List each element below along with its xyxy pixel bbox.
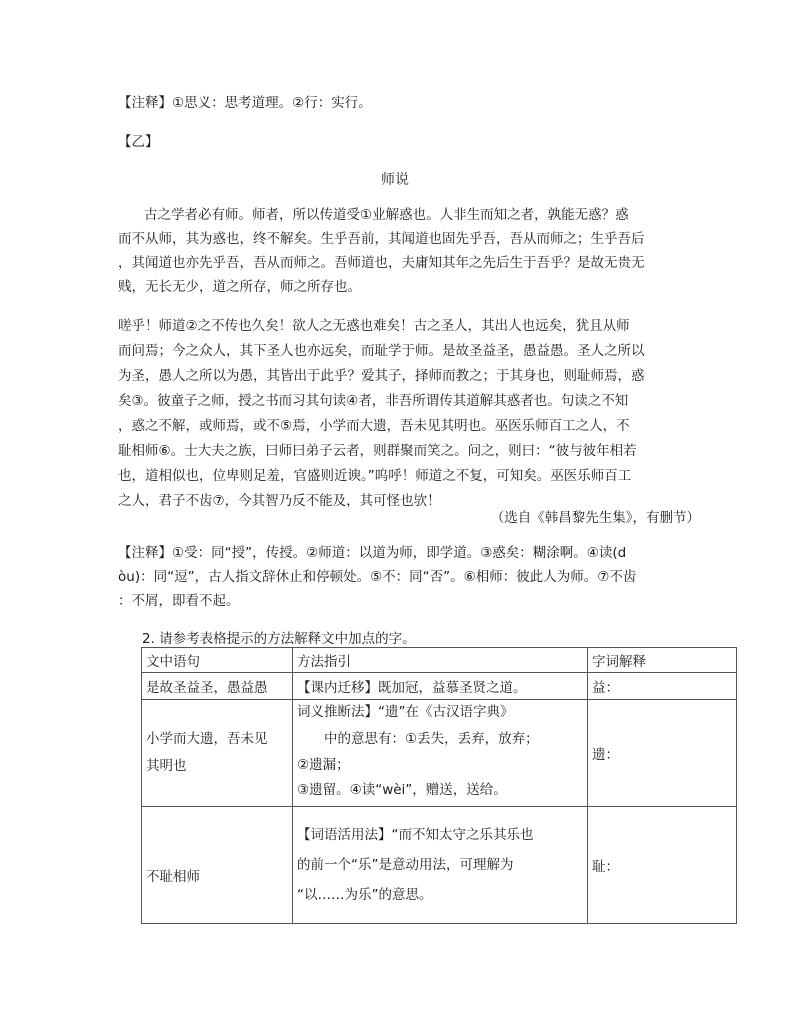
cell-line: 【词语活用法】“而不知太守之乐其乐也 bbox=[297, 827, 534, 843]
text-line: ：不屑，即看不起。 bbox=[118, 593, 240, 609]
cell-line: ②遗漏； bbox=[297, 757, 350, 773]
answer-cell: 益： bbox=[588, 673, 737, 700]
section-label: 【乙】 bbox=[118, 134, 159, 150]
method-cell bbox=[293, 700, 588, 807]
text-line: ，惑之不解，或师焉，或不⑤焉，小学而大遗，吾未见其明也。巫医乐师百工之人，不 bbox=[118, 418, 630, 434]
cell-line: ③遗留。④读“wèi”，赠送，送给。 bbox=[297, 782, 507, 798]
passage-title: 师说 bbox=[381, 172, 409, 188]
source-citation: （选自《韩昌黎先生集》，有删节） bbox=[490, 510, 700, 526]
text-line: 耻相师⑥。士大夫之族，曰师曰弟子云者，则群聚而笑之。问之，则曰：“彼与彼年相若 bbox=[118, 443, 637, 459]
sentence-cell: 是故圣益圣，愚益愚 bbox=[142, 673, 293, 700]
text-line: 为圣，愚人之所以为愚，其皆出于此乎？爱其子，择师而教之；于其身也，则耻师焉，惑 bbox=[118, 368, 645, 384]
cell-line: 中的意思有：①丢失，丢弃，放弃； bbox=[297, 731, 539, 747]
note-a: 【注释】①思义：思考道理。②行：实行。 bbox=[118, 95, 372, 111]
cell-line: “以……为乐”的意思。 bbox=[297, 887, 433, 903]
table-row bbox=[142, 807, 737, 924]
sentence-cell bbox=[142, 700, 293, 807]
cell-line: 的前一个“乐”是意动用法，可理解为 bbox=[297, 857, 514, 873]
header-cell: 字词解释 bbox=[588, 648, 737, 673]
method-table bbox=[141, 647, 737, 924]
text-line: 而不从师，其为惑也，终不解矣。生乎吾前，其闻道也固先乎吾，吾从而师之；生乎吾后 bbox=[118, 231, 645, 247]
text-line: ，其闻道也亦先乎吾，吾从而师之。吾师道也，夫庸知其年之先后生于吾乎？是故无贵无 bbox=[118, 255, 645, 271]
paragraph-1 bbox=[118, 203, 708, 299]
header-cell: 方法指引 bbox=[293, 648, 588, 673]
cell-line: 小学而大遗，吾未见 bbox=[146, 731, 268, 747]
answer-cell: 耻： bbox=[588, 807, 737, 924]
text-line: òu)：同“逗”，古人指文辞休止和停顿处。⑤不：同“否”。⑥相师：彼此人为师。⑦不齿 bbox=[118, 569, 637, 585]
text-line: 之人，君子不齿⑦，今其智乃反不能及，其可怪也欤！ bbox=[118, 493, 441, 509]
answer-cell: 遗： bbox=[588, 700, 737, 807]
header-cell: 文中语句 bbox=[142, 648, 293, 673]
method-cell bbox=[293, 807, 588, 924]
text-line: 贱，无长无少，道之所存，师之所存也。 bbox=[118, 279, 361, 295]
text-line: 嗟乎！师道②之不传也久矣！欲人之无惑也难矣！古之圣人，其出人也远矣，犹且从师 bbox=[118, 318, 630, 334]
note-b bbox=[118, 541, 708, 613]
sentence-cell: 不耻相师 bbox=[142, 807, 293, 924]
text-line: 古之学者必有师。师者，所以传道受①业解惑也。人非生而知之者，孰能无惑？惑 bbox=[144, 207, 629, 223]
text-line: 【注释】①受：同“授”，传授。②师道：以道为师，即学道。③惑矣：糊涂啊。④读(d bbox=[118, 545, 627, 561]
table-header-row bbox=[142, 648, 737, 673]
paragraph-2 bbox=[118, 314, 708, 514]
text-line: 也，道相似也，位卑则足羞，官盛则近谀。”呜呼！师道之不复，可知矣。巫医乐师百工 bbox=[118, 468, 632, 484]
question-text: 2. 请参考表格提示的方法解释文中加点的字。 bbox=[142, 631, 416, 647]
cell-line: 其明也 bbox=[146, 758, 187, 774]
text-line: 矣③。彼童子之师，授之书而习其句读④者，非吾所谓传其道解其惑者也。句读之不知 bbox=[118, 393, 629, 409]
text-line: 而问焉；今之众人，其下圣人也亦远矣，而耻学于师。是故圣益圣，愚益愚。圣人之所以 bbox=[118, 343, 645, 359]
table-row bbox=[142, 673, 737, 700]
cell-line: 词义推断法】“遗”在《古汉语字典》 bbox=[297, 704, 514, 720]
table-row bbox=[142, 700, 737, 807]
method-cell: 【课内迁移】既加冠，益慕圣贤之道。 bbox=[293, 673, 588, 700]
